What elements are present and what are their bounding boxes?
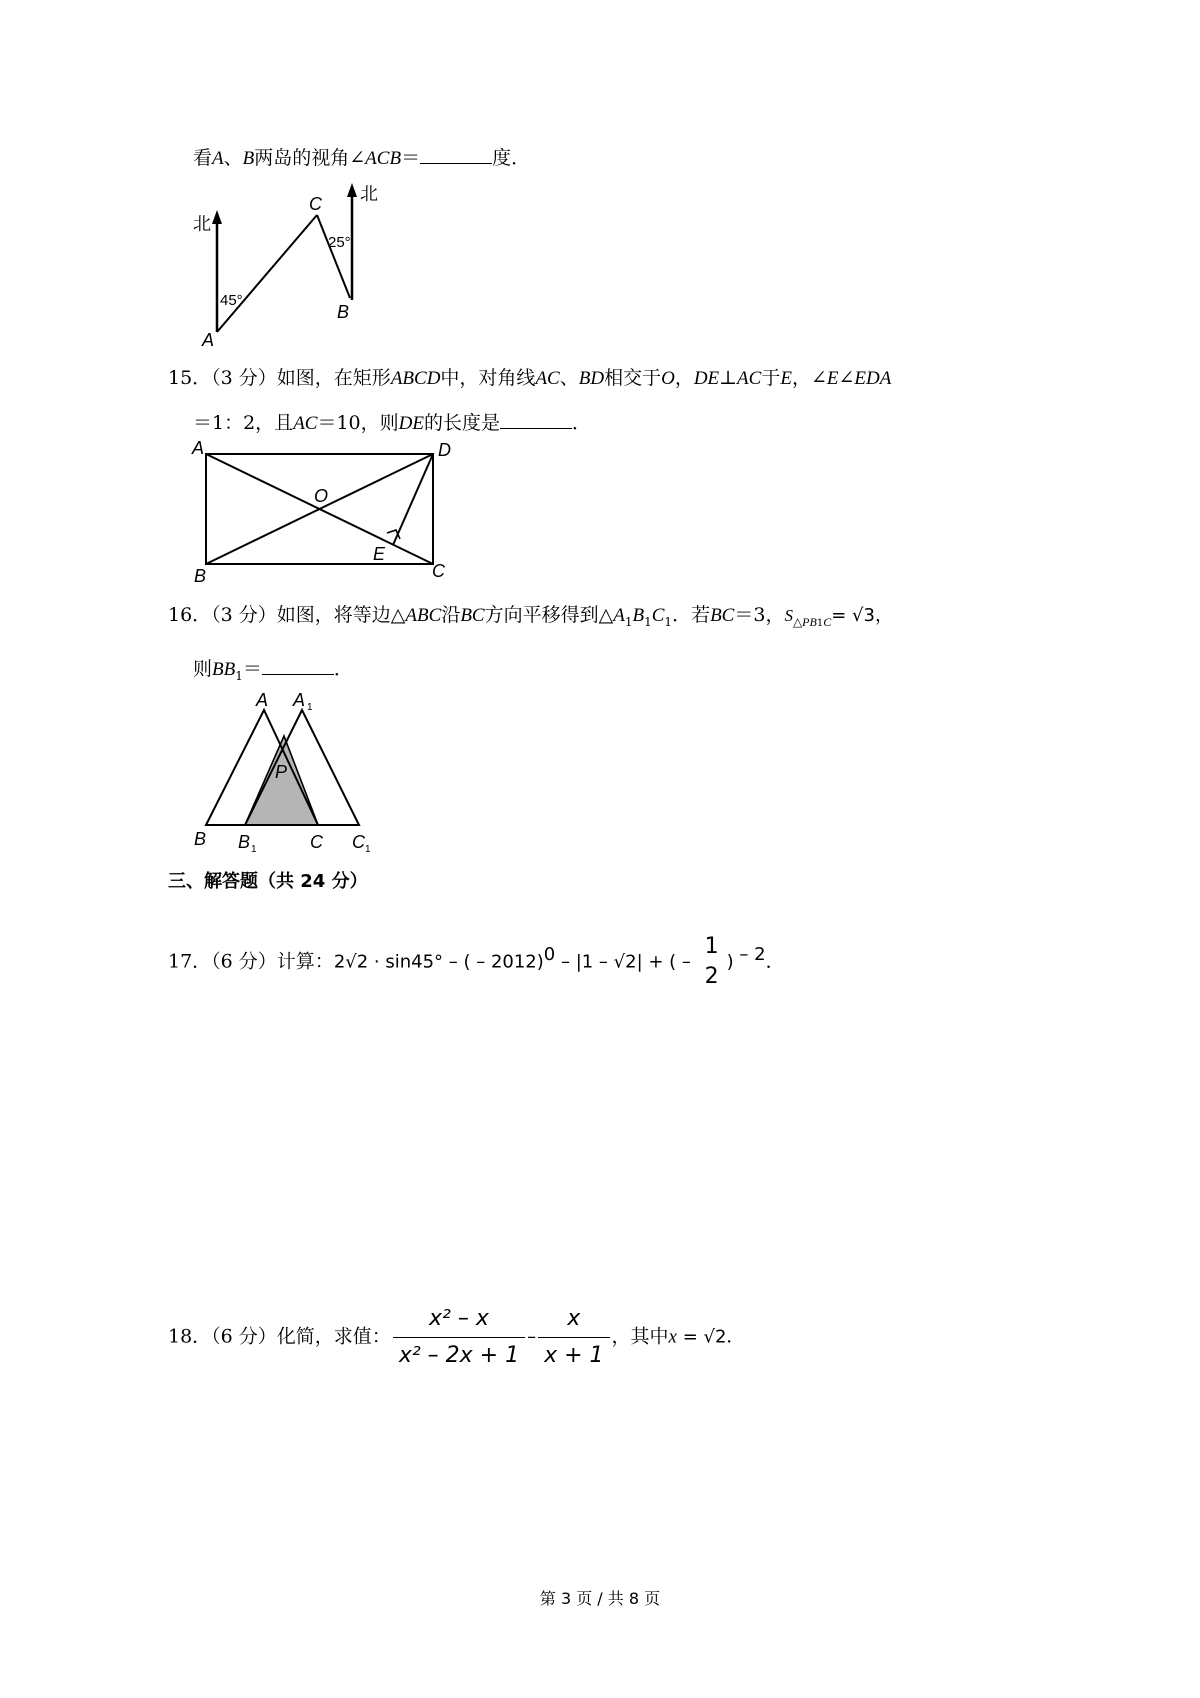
q14-text — [193, 145, 530, 171]
q15-l2d: ． — [572, 412, 592, 434]
q15-answer-blank[interactable] — [500, 410, 572, 429]
q16-A1-sub: 1 — [624, 614, 633, 629]
q18-t0: 18．（6 分）化简，求值： — [168, 1325, 391, 1348]
q17-expr1: 2√2 · sin45° – ( – 2012) — [333, 951, 544, 973]
q14-mid: 两岛的视角∠ — [254, 147, 366, 169]
q15-AC2: AC — [737, 368, 762, 389]
q15-DE2: DE — [398, 413, 424, 434]
q18-f2-num: x — [538, 1305, 609, 1338]
q17-exp0: 0 — [543, 944, 556, 965]
q15-label-O: O — [314, 486, 329, 506]
q16-label-A1-sub: 1 — [307, 702, 313, 713]
q16-label-P: P — [275, 762, 288, 782]
q16-l2c: ． — [333, 658, 353, 680]
q15-DE: DE — [693, 368, 720, 389]
q18-fraction1 — [393, 1305, 525, 1370]
q15-line2 — [193, 410, 591, 436]
q16-line2 — [193, 656, 353, 688]
q14-answer-blank[interactable] — [420, 145, 492, 164]
q16-t3: ．若 — [672, 604, 711, 626]
q16-t1: 沿 — [441, 604, 461, 626]
q15-t3: ， — [674, 367, 694, 389]
q16-l2b: ＝ — [242, 658, 262, 680]
q14-label-C: C — [309, 194, 322, 214]
q16-A1: A — [613, 605, 625, 626]
q16-S-subC: C — [823, 614, 832, 629]
q16-B1-sub: 1 — [644, 614, 652, 629]
q16-S-sub: △PB — [792, 614, 817, 629]
q16-C1-sub: 1 — [664, 614, 673, 629]
q16-label-C1-sub: 1 — [365, 844, 371, 855]
q15-t0: 15．（3 分）如图，在矩形 — [168, 367, 391, 389]
q15-perp: ⊥ — [719, 367, 738, 389]
q17-end: ． — [765, 950, 785, 973]
q14-A: A — [212, 148, 224, 169]
q14-eq: ＝ — [401, 147, 421, 169]
q16-S: S — [784, 606, 793, 625]
q17-fraction — [699, 936, 725, 988]
q18-f1-den: x² – 2x + 1 — [398, 1343, 520, 1368]
q14-label-B: B — [337, 302, 350, 322]
q18-fraction2 — [538, 1305, 609, 1370]
q15-l2a: ＝1：2，且 — [193, 412, 294, 434]
q16-l2a: 则 — [193, 658, 213, 680]
q17-expr2: – |1 – √2| + ( – — [555, 951, 697, 973]
q16-BC2: BC — [710, 605, 735, 626]
q15-label-D: D — [438, 440, 451, 460]
q14-label-A: A — [202, 330, 215, 350]
q15-figure — [188, 436, 468, 586]
q15-BD: BD — [578, 368, 605, 389]
q18-line — [168, 1305, 744, 1370]
q14-t0: 看 — [193, 147, 213, 169]
q16-ABC: ABC — [405, 605, 442, 626]
q15-label-A: A — [192, 438, 205, 458]
q17-expm2: – 2 — [733, 944, 766, 965]
q14-figure — [188, 178, 388, 350]
q15-AC: AC — [535, 368, 560, 389]
q14-end: 度． — [492, 147, 531, 169]
q18-f1-num: x² – x — [393, 1305, 525, 1338]
q14-north1: 北 — [193, 214, 211, 234]
q17-expr3: ) — [726, 951, 734, 973]
q17-frac-num: 1 — [704, 934, 719, 960]
q15-EDA: EDA — [854, 368, 892, 389]
q16-label-B1-sub: 1 — [251, 844, 257, 855]
q15-label-E: E — [373, 544, 386, 564]
q15-line1 — [168, 366, 891, 391]
q15-t2: 相交于 — [604, 367, 662, 389]
q16-answer-blank[interactable] — [262, 656, 334, 675]
q15-label-B: B — [194, 566, 207, 586]
q15-sep: 、 — [559, 367, 579, 389]
q16-t2: 方向平移得到△ — [484, 604, 614, 626]
q16-eqsqrt: = √3， — [831, 605, 893, 626]
q15-t1: 中，对角线 — [440, 367, 536, 389]
q15-l2c: 的长度是 — [423, 412, 500, 434]
q16-label-A: A — [256, 690, 269, 710]
q14-sep: 、 — [223, 147, 243, 169]
q14-ACB: ACB — [365, 148, 402, 169]
q14-B: B — [242, 148, 255, 169]
q18-f2-den: x + 1 — [544, 1343, 604, 1368]
q14-angle-45: 45° — [220, 292, 243, 309]
q16-S-sub1: 1 — [816, 617, 824, 629]
q15-label-C: C — [432, 561, 445, 581]
q17-frac-den: 2 — [704, 964, 719, 990]
q16-C1: C — [651, 605, 665, 626]
q15-E: E — [780, 368, 792, 389]
q16-label-B: B — [194, 829, 207, 849]
q15-O: O — [661, 368, 675, 389]
section-heading: 三、解答题（共 24 分） — [168, 871, 368, 892]
q14-angle-25: 25° — [328, 234, 351, 251]
q16-line1 — [168, 603, 893, 636]
q15-t5: ，∠ — [791, 367, 827, 389]
q15-ABCD: ABCD — [390, 368, 441, 389]
q17-t0: 17．（6 分）计算： — [168, 950, 334, 973]
q16-label-A1: A — [293, 690, 306, 710]
q15-t6: ∠ — [838, 367, 855, 389]
q16-t4: ＝3， — [734, 604, 785, 626]
q15-t4: 于 — [761, 367, 781, 389]
q16-B1: B — [632, 605, 645, 626]
q16-BB1-sub: 1 — [235, 668, 243, 683]
q14-north2: 北 — [360, 184, 378, 204]
q16-label-C: C — [310, 832, 323, 852]
q15-AC3: AC — [293, 413, 318, 434]
q15-l2b: ＝10，则 — [317, 412, 399, 434]
q16-label-C1: C — [352, 832, 365, 852]
page-footer: 第 3 页 / 共 8 页 — [539, 1589, 661, 1608]
q16-label-B1: B — [238, 832, 251, 852]
q18-x: x — [668, 1326, 677, 1348]
q16-BB1: BB — [212, 659, 236, 680]
q18-minus: – — [527, 1326, 537, 1348]
q15-E2: E — [826, 368, 839, 389]
q16-figure — [188, 690, 388, 858]
q16-BC: BC — [460, 605, 485, 626]
q16-t0: 16．（3 分）如图，将等边△ — [168, 604, 406, 626]
q18-t1: ，其中 — [611, 1325, 669, 1348]
q17-line — [168, 925, 785, 990]
q18-eq: = √2． — [676, 1326, 745, 1348]
